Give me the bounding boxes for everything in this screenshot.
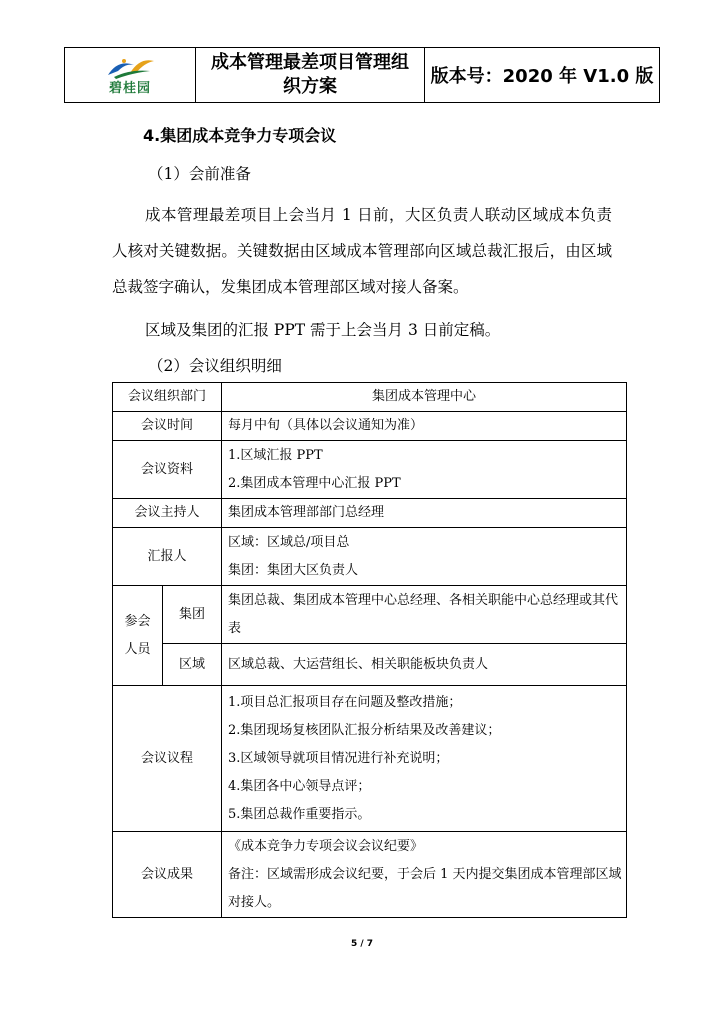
list-item: 1.区域汇报 PPT bbox=[228, 447, 323, 463]
table-row bbox=[113, 644, 627, 686]
row-label: 会议资料 bbox=[113, 441, 222, 499]
page-number: 5 / 7 bbox=[350, 939, 374, 949]
table-row bbox=[113, 383, 627, 412]
subheading-organization: （2）会议组织明细 bbox=[148, 357, 282, 375]
row-value bbox=[222, 528, 627, 586]
row-value bbox=[222, 832, 627, 918]
row-value bbox=[222, 686, 627, 832]
document-title: 成本管理最差项目管理组织方案 bbox=[196, 48, 425, 103]
row-label-attendees: 参会 人员 bbox=[113, 586, 163, 686]
paragraph-preparation: 成本管理最差项目上会当月 1 日前，大区负责人联动区域成本负责人核对关键数据。关键数据由区域成本管理部向区域总裁汇报后，由区域总裁签字确认，发集团成本管理部区域对接人备案。 bbox=[112, 206, 612, 296]
table-row bbox=[113, 441, 627, 499]
table-row bbox=[113, 586, 627, 644]
logo-cell bbox=[65, 48, 196, 103]
row-value: 集团成本管理中心 bbox=[222, 383, 627, 412]
list-item: 区域：区域总/项目总 bbox=[228, 534, 350, 550]
version-label: 版本号：2020 年 V1.0 版 bbox=[425, 48, 660, 103]
company-logo bbox=[65, 55, 195, 96]
row-sublabel: 区域 bbox=[163, 644, 222, 686]
list-item: 2.集团成本管理中心汇报 PPT bbox=[228, 475, 401, 491]
list-item: 2.集团现场复核团队汇报分析结果及改善建议； bbox=[228, 722, 501, 738]
list-item: 4.集团各中心领导点评； bbox=[228, 778, 371, 794]
table-row bbox=[113, 832, 627, 918]
row-label: 会议主持人 bbox=[113, 499, 222, 528]
list-item: 3.区域领导就项目情况进行补充说明； bbox=[228, 750, 449, 766]
row-label: 会议成果 bbox=[113, 832, 222, 918]
row-label: 会议议程 bbox=[113, 686, 222, 832]
row-label: 会议组织部门 bbox=[113, 383, 222, 412]
table-row bbox=[113, 499, 627, 528]
table-row bbox=[113, 686, 627, 832]
list-item: 备注：区域需形成会议纪要，于会后 1 天内提交集团成本管理部区域对接人。 bbox=[228, 866, 622, 910]
table-row bbox=[113, 528, 627, 586]
logo-text: 碧桂园 bbox=[108, 80, 151, 96]
row-label: 会议时间 bbox=[113, 412, 222, 441]
row-value: 区域总裁、大运营组长、相关职能板块负责人 bbox=[222, 644, 627, 686]
list-item: 5.集团总裁作重要指示。 bbox=[228, 806, 371, 822]
paragraph-ppt-deadline: 区域及集团的汇报 PPT 需于上会当月 3 日前定稿。 bbox=[145, 321, 501, 339]
list-item: 1.项目总汇报项目存在问题及整改措施； bbox=[228, 694, 462, 710]
row-label: 汇报人 bbox=[113, 528, 222, 586]
list-item: 集团：集团大区负责人 bbox=[228, 562, 359, 578]
document-header bbox=[64, 47, 660, 103]
row-value: 集团总裁、集团成本管理中心总经理、各相关职能中心总经理或其代表 bbox=[222, 586, 627, 644]
section-title: 4.集团成本竞争力专项会议 bbox=[143, 126, 337, 145]
row-sublabel: 集团 bbox=[163, 586, 222, 644]
row-value bbox=[222, 441, 627, 499]
table-row bbox=[113, 412, 627, 441]
meeting-organization-table bbox=[112, 382, 627, 918]
row-value: 每月中旬（具体以会议通知为准） bbox=[222, 412, 627, 441]
row-value: 集团成本管理部部门总经理 bbox=[222, 499, 627, 528]
subheading-preparation: （1）会前准备 bbox=[148, 165, 251, 183]
list-item: 《成本竞争力专项会议会议纪要》 bbox=[228, 838, 424, 854]
